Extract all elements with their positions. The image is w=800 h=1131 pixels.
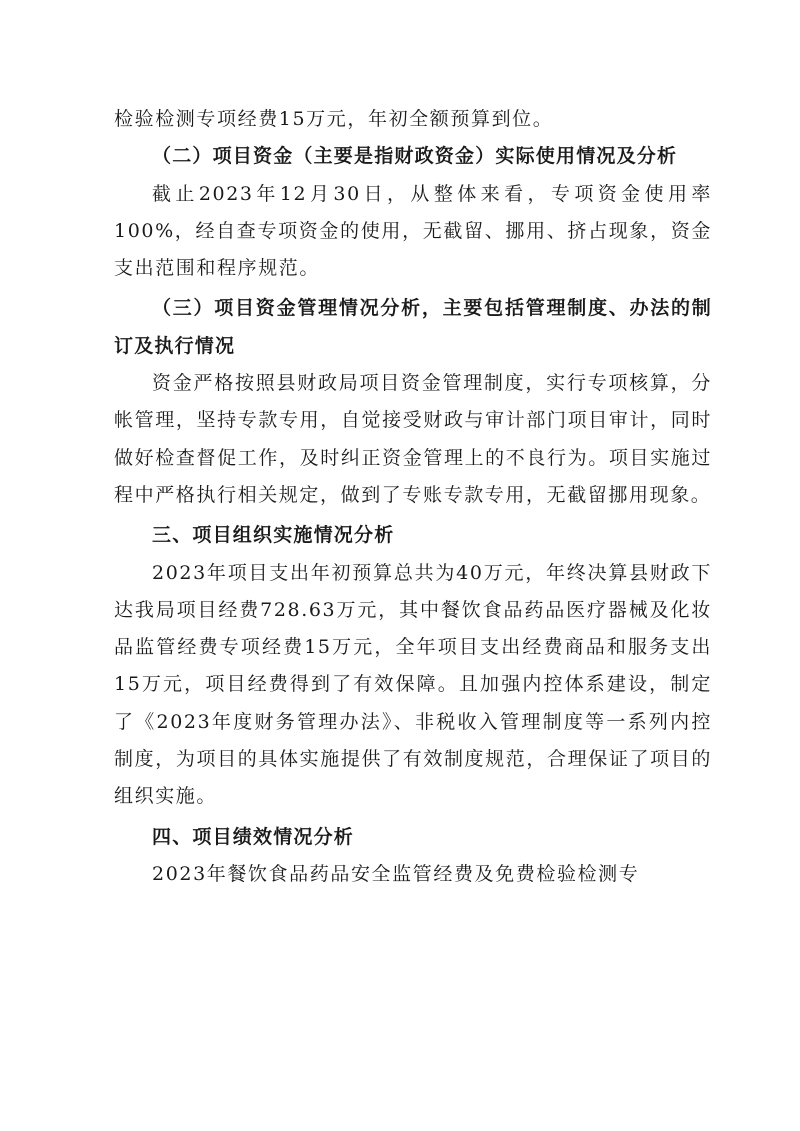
body-paragraph-fund-usage: 截止2023年12月30日，从整体来看，专项资金使用率 100%，经自查专项资金的使用，无截留、挪用、挤占现象，资金支出范围和程序规范。 bbox=[114, 182, 712, 280]
section-heading-performance: 四、项目绩效情况分析 bbox=[152, 825, 355, 848]
body-paragraph-fund-management: 资金严格按照县财政局项目资金管理制度，实行专项核算，分帐管理，坚持专款专用，自觉接受财政与审计部门项目审计，同时做好检查督促工作，及时纠正资金管理上的不良行为。项目实施过程中严格执行相关规定，做到了专账专款专用，无截留挪用现象。 bbox=[114, 372, 712, 506]
body-paragraph-performance: 2023年餐饮食品药品安全监管经费及免费检验检测专 bbox=[152, 862, 640, 885]
body-paragraph-implementation: 2023年项目支出年初预算总共为40万元，年终决算县财政下达我局项目经费728.63万元，其中餐饮食品药品医疗器械及化妆品监管经费专项经费15万元，全年项目支出经费商品和服务支出15万元，项目经费得到了有效保障。且加强内控体系建设，制定了《2023年度财务管理办法》、非税收入管理制度等一系列内控制度，为项目的具体实施提供了有效制度规范，合理保证了项目的组织实施。 bbox=[114, 561, 712, 808]
body-paragraph-1: 检验检测专项经费15万元，年初全额预算到位。 bbox=[114, 108, 554, 130]
section-heading-implementation: 三、项目组织实施情况分析 bbox=[152, 524, 395, 547]
section-heading-fund-management: （三）项目资金管理情况分析，主要包括管理制度、办法的制订及执行情况 bbox=[114, 297, 712, 357]
section-heading-fund-usage: （二）项目资金（主要是指财政资金）实际使用情况及分析 bbox=[152, 145, 678, 168]
